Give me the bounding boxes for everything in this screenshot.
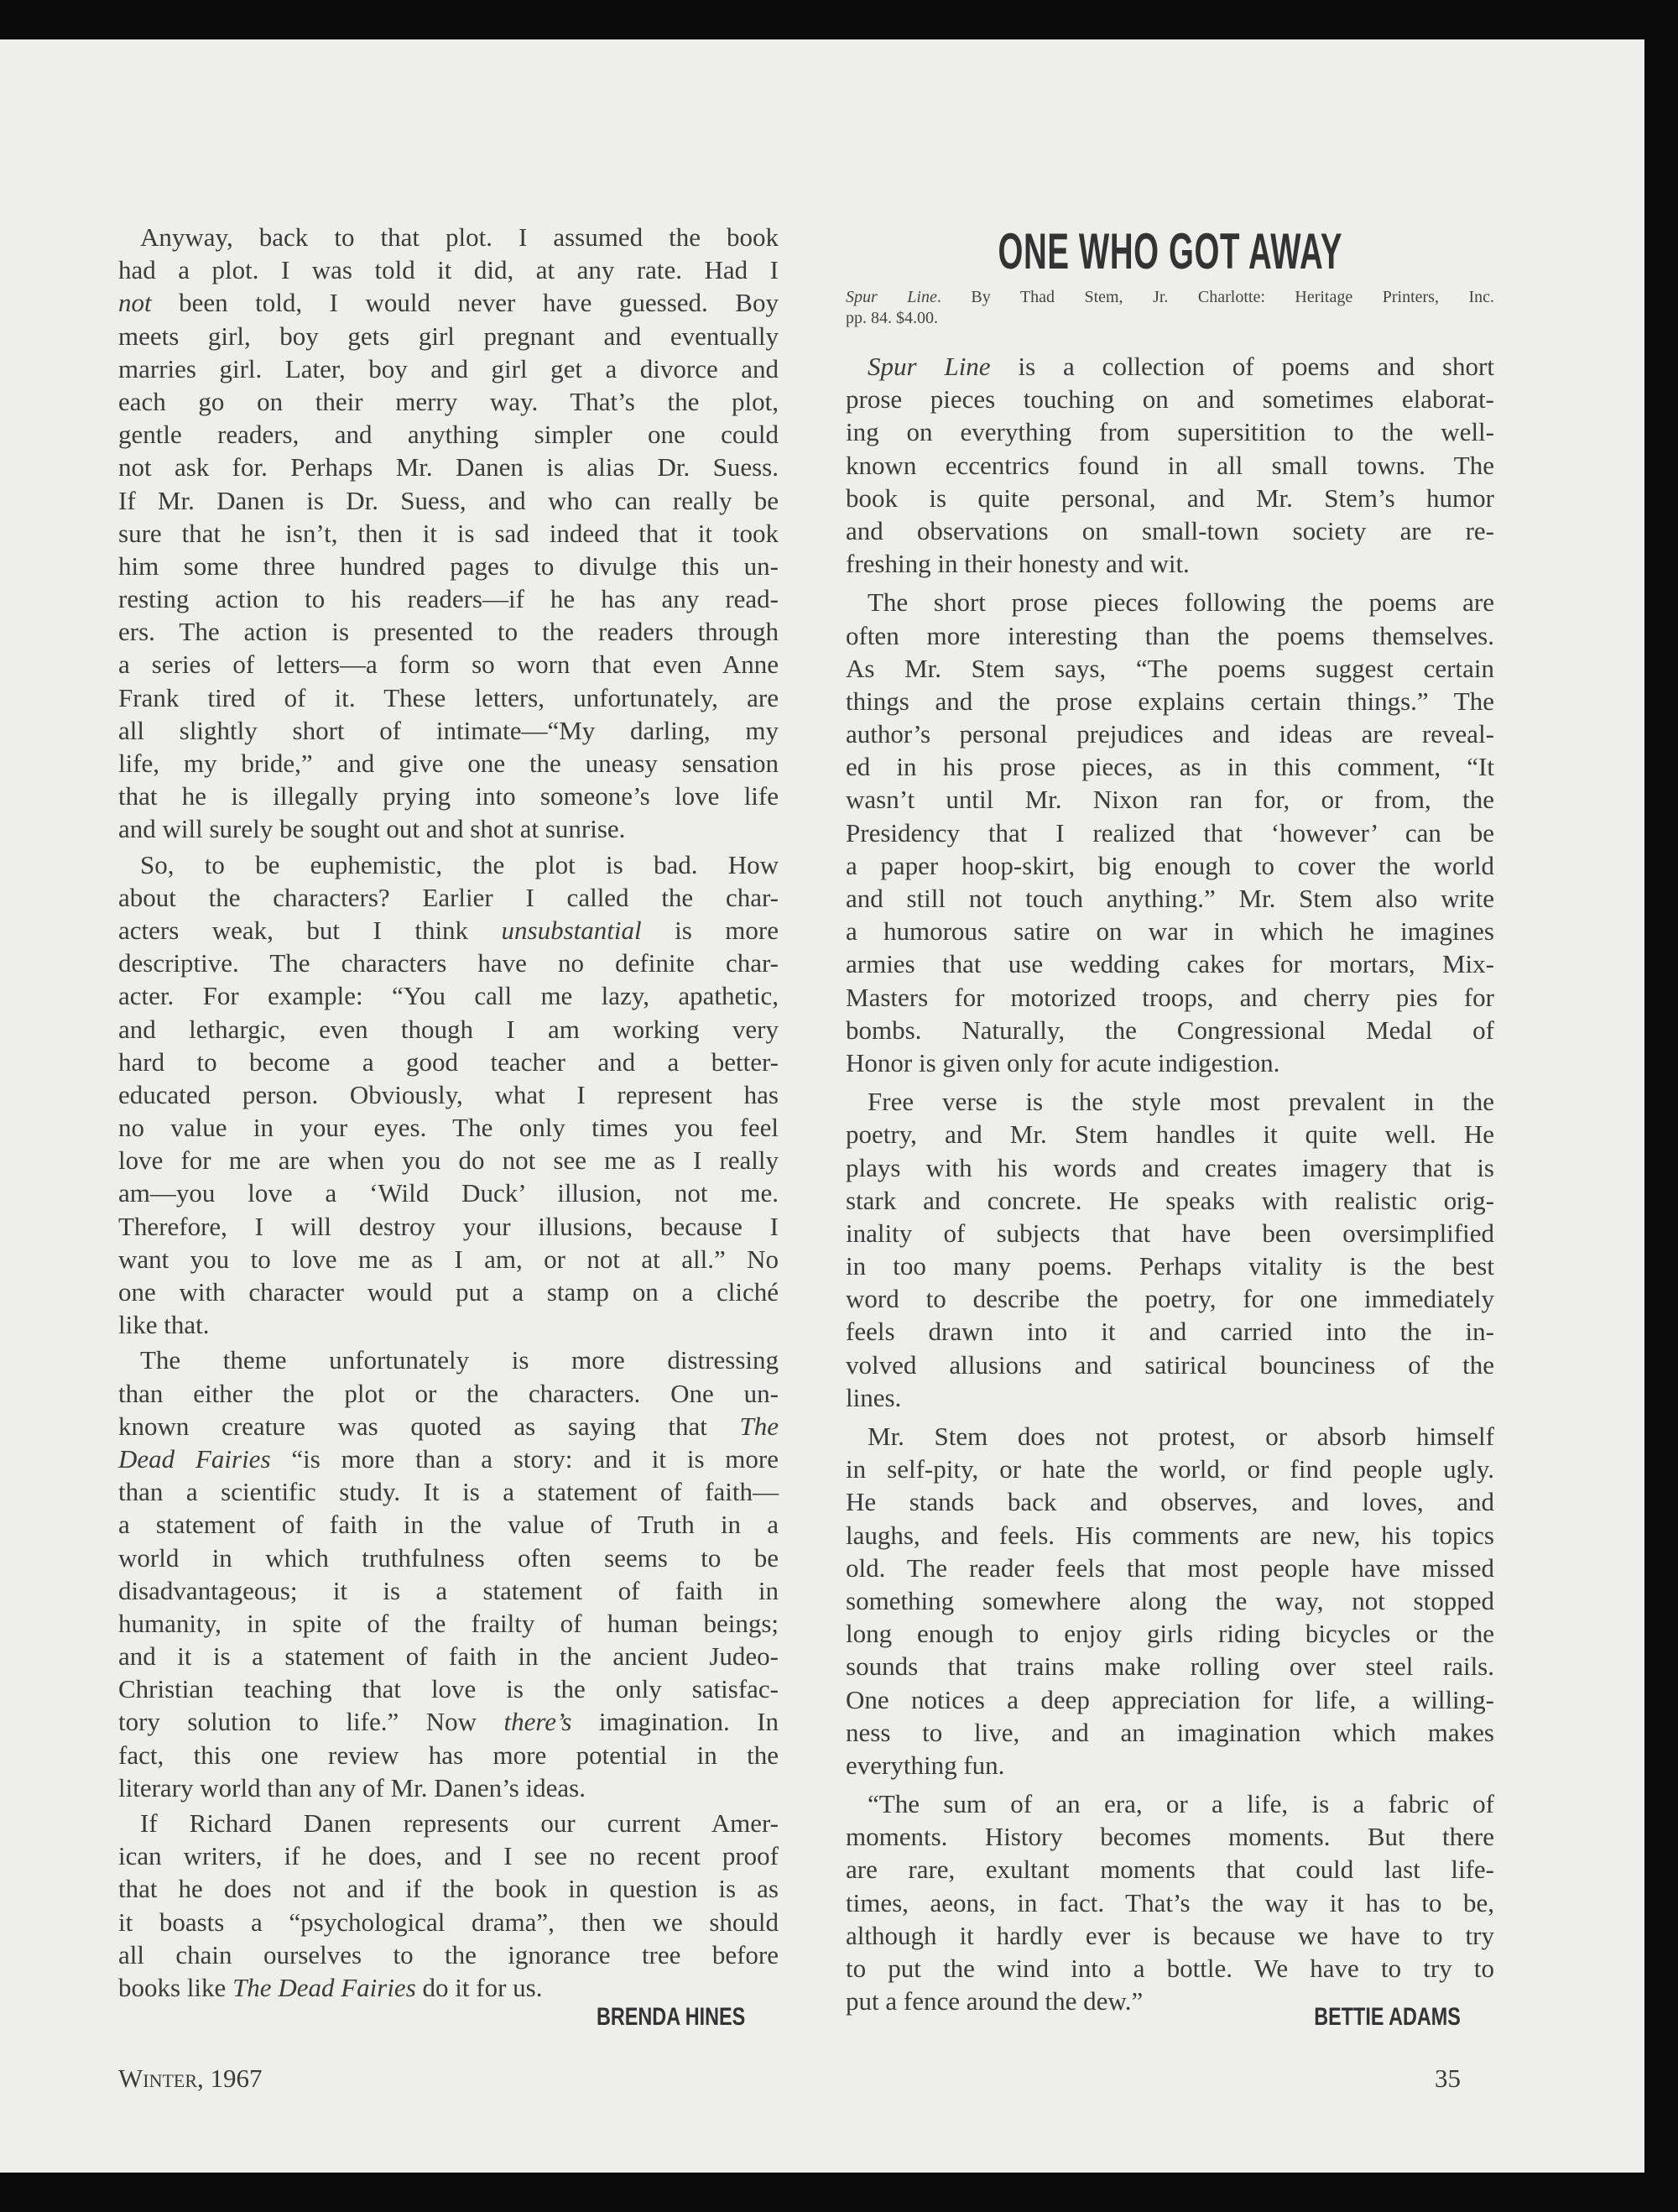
signature-text: BRENDA HINES	[596, 2003, 745, 2031]
text-line: about the characters? Earlier I called the char-	[118, 882, 779, 912]
text-line: although it hardly ever is because we have to try	[846, 1920, 1494, 1950]
paragraph	[846, 586, 1494, 1079]
text-line: laughs, and feels. His comments are new, his topics	[846, 1520, 1494, 1550]
text-line: He stands back and observes, and loves, and	[846, 1487, 1494, 1517]
text-line: descriptive. The characters have no definite char-	[118, 948, 779, 978]
text-line: known eccentrics found in all small towns. The	[846, 450, 1494, 480]
text-line: him some three hundred pages to divulge this un-	[118, 550, 779, 581]
text-line: book is quite personal, and Mr. Stem’s humor	[846, 483, 1494, 513]
paragraph	[118, 848, 779, 1342]
text-line: acter. For example: “You call me lazy, apathetic,	[118, 981, 779, 1011]
text-line: ing on everything from supersitition to the well-	[846, 417, 1494, 447]
paragraph	[846, 1420, 1494, 1782]
text-line: disadvantageous; it is a statement of faith in	[118, 1575, 779, 1605]
text-line: pp. 84. $4.00.	[846, 309, 938, 327]
text-line: volved allusions and satirical bounciness of the	[846, 1349, 1494, 1380]
paragraph	[118, 1807, 779, 2004]
text-line: each go on their merry way. That’s the plot,	[118, 386, 779, 416]
text-line: ers. The action is presented to the readers through	[118, 617, 779, 647]
text-line: everything fun.	[846, 1750, 1005, 1780]
text-line: no value in your eyes. The only times you feel	[118, 1113, 779, 1143]
text-line: Mr. Stem does not protest, or absorb himself	[868, 1422, 1494, 1451]
text-line: armies that use wedding cakes for mortars, Mix-	[846, 949, 1494, 979]
text-line: acters weak, but I think unsubstantial is more	[118, 915, 779, 945]
italic-title: unsubstantial	[501, 915, 642, 945]
signature-bettie-adams	[1273, 2003, 1461, 2032]
page-number: 35	[1435, 2063, 1461, 2093]
italic-title: there’s	[503, 1707, 572, 1737]
text-line: not ask for. Perhaps Mr. Danen is alias Dr. Suess.	[118, 452, 779, 483]
text-line: Dead Fairies “is more than a story: and it is more	[118, 1443, 779, 1474]
text-line: moments. History becomes moments. But there	[846, 1822, 1494, 1852]
text-line: a humorous satire on war in which he imagines	[846, 916, 1494, 947]
text-line: ican writers, if he does, and I see no recent proof	[118, 1841, 779, 1871]
italic-title: The Dead Fairies	[232, 1972, 416, 2002]
text-line: and still not touch anything.” Mr. Stem also write	[846, 884, 1494, 913]
text-line: something somewhere along the way, not stopped	[846, 1585, 1494, 1615]
text-line: prose pieces touching on and sometimes elaborat-	[846, 384, 1494, 415]
text-line: put a fence around the dew.”	[846, 1986, 1144, 2016]
text-line: books like The Dead Fairies do it for us.	[118, 1972, 543, 2002]
text-line: than either the plot or the characters. One un-	[118, 1378, 779, 1408]
text-line: feels drawn into it and carried into the in-	[846, 1317, 1494, 1347]
text-line: in too many poems. Perhaps vitality is the best	[846, 1251, 1494, 1281]
text-line: bombs. Naturally, the Congressional Medal of	[846, 1015, 1494, 1045]
text-line: freshing in their honesty and wit.	[846, 549, 1190, 579]
text-line: One notices a deep appreciation for life, a willing-	[846, 1684, 1494, 1714]
text-line: things and the prose explains certain things.” The	[846, 686, 1494, 716]
text-line: Christian teaching that love is the only satisfac-	[118, 1674, 779, 1704]
article-title-text: ONE WHO GOT AWAY	[998, 223, 1342, 279]
text-line: old. The reader feels that most people have missed	[846, 1552, 1494, 1583]
text-line: literary world than any of Mr. Danen’s ideas.	[118, 1772, 586, 1802]
paragraph	[118, 1343, 779, 1804]
text-line: life, my bride,” and give one the uneasy sensation	[118, 749, 779, 778]
text-line: am—you love a ‘Wild Duck’ illusion, not me.	[118, 1178, 779, 1208]
text-line: one with character would put a stamp on a cliché	[118, 1277, 779, 1307]
text-line: educated person. Obviously, what I represent has	[118, 1079, 779, 1109]
text-line: tory solution to life.” Now there’s imagination. In	[118, 1707, 779, 1737]
text-line: Honor is given only for acute indigestion.	[846, 1047, 1280, 1077]
italic-title: Dead Fairies	[118, 1443, 271, 1474]
text-line: times, aeons, in fact. That’s the way it has to be,	[846, 1887, 1494, 1917]
text-line: ness to live, and an imagination which makes	[846, 1717, 1494, 1747]
text-line: world in which truthfulness often seems to be	[118, 1542, 779, 1573]
paragraph	[846, 1085, 1494, 1414]
text-line: known creature was quoted as saying that The	[118, 1411, 779, 1441]
text-line: not been told, I would never have guessed. Boy	[118, 288, 779, 318]
text-line: gentle readers, and anything simpler one could	[118, 420, 779, 450]
text-line: poetry, and Mr. Stem handles it quite well. He	[846, 1119, 1494, 1150]
text-line: Masters for motorized troops, and cherry pies for	[846, 982, 1494, 1012]
text-line: lines.	[846, 1382, 902, 1412]
paragraph	[846, 1787, 1494, 2017]
text-line: are rare, exultant moments that could last life-	[846, 1855, 1494, 1885]
text-line: and will surely be sought out and shot at sunrise.	[118, 814, 626, 844]
text-line: The short prose pieces following the poems are	[868, 587, 1494, 618]
text-line: a statement of faith in the value of Truth in a	[118, 1510, 779, 1540]
text-line: stark and concrete. He speaks with realistic orig-	[846, 1185, 1494, 1215]
italic-title: not	[118, 288, 152, 318]
paragraph	[118, 221, 779, 846]
text-line: hard to become a good teacher and a better-	[118, 1046, 779, 1077]
text-line: all slightly short of intimate—“My darling, my	[118, 715, 779, 745]
left-column	[118, 221, 779, 2004]
text-line: As Mr. Stem says, “The poems suggest certain	[846, 653, 1494, 683]
right-column	[846, 350, 1494, 2017]
text-line: So, to be euphemistic, the plot is bad. How	[140, 849, 779, 879]
text-line: to put the wind into a bottle. We have to try to	[846, 1954, 1494, 1983]
text-line: that he is illegally prying into someone’s love life	[118, 781, 779, 811]
text-line: long enough to enjoy girls riding bicycles or the	[846, 1619, 1494, 1649]
text-line: If Richard Danen represents our current Amer-	[140, 1808, 779, 1838]
signature-brenda-hines	[555, 2003, 745, 2032]
magazine-page	[0, 39, 1644, 2173]
text-line: humanity, in spite of the frailty of human beings;	[118, 1608, 779, 1638]
text-line: resting action to his readers—if he has any read-	[118, 584, 779, 614]
text-line: marries girl. Later, boy and girl get a divorce and	[118, 353, 779, 383]
article-title	[846, 222, 1494, 281]
text-line: Frank tired of it. These letters, unfortunately, are	[118, 682, 779, 712]
text-line: inality of subjects that have been oversimplified	[846, 1218, 1494, 1248]
text-line: a series of letters—a form so worn that even Anne	[118, 650, 779, 680]
text-line: Presidency that I realized that ‘however’ can be	[846, 817, 1494, 848]
text-line: and lethargic, even though I am working very	[118, 1014, 779, 1044]
text-line: The theme unfortunately is more distressing	[140, 1345, 779, 1375]
text-line: Anyway, back to that plot. I assumed the book	[140, 222, 779, 252]
text-line: in self-pity, or hate the world, or find people ugly.	[846, 1454, 1494, 1484]
text-line: like that.	[118, 1310, 210, 1340]
text-line: it boasts a “psychological drama”, then we should	[118, 1907, 779, 1937]
text-line: ed in his prose pieces, as in this comment, “It	[846, 752, 1494, 782]
italic-title: Spur Line	[868, 352, 991, 381]
text-line: word to describe the poetry, for one immediately	[846, 1284, 1494, 1314]
text-line: wasn’t until Mr. Nixon ran for, or from, the	[846, 785, 1494, 815]
text-line: “The sum of an era, or a life, is a fabric of	[868, 1789, 1494, 1819]
text-line: and observations on small-town society are re-	[846, 515, 1494, 545]
text-line: plays with his words and creates imagery that is	[846, 1152, 1494, 1182]
text-line: Spur Line is a collection of poems and short	[868, 352, 1494, 381]
signature-text: BETTIE ADAMS	[1314, 2003, 1461, 2031]
book-citation	[846, 287, 1494, 329]
italic-title: Spur Line	[846, 288, 937, 306]
footer-issue: Winter, 1967	[118, 2063, 263, 2093]
text-line: Spur Line. By Thad Stem, Jr. Charlotte: Heritage Printers, Inc.	[846, 288, 1495, 306]
text-line: Therefore, I will destroy your illusions, because I	[118, 1211, 779, 1241]
text-line: meets girl, boy gets girl pregnant and eventually	[118, 321, 779, 351]
text-line: a paper hoop-skirt, big enough to cover the world	[846, 850, 1494, 880]
text-line: want you to love me as I am, or not at all.” No	[118, 1244, 779, 1274]
text-line: If Mr. Danen is Dr. Suess, and who can really be	[118, 485, 779, 515]
italic-title: The	[739, 1411, 779, 1441]
text-line: than a scientific study. It is a statement of faith—	[118, 1477, 779, 1507]
text-line: sure that he isn’t, then it is sad indeed that it took	[118, 518, 779, 548]
text-line: sounds that trains make rolling over steel rails.	[846, 1651, 1494, 1682]
paragraph	[846, 350, 1494, 580]
text-line: love for me are when you do not see me as I really	[118, 1145, 779, 1176]
text-line: all chain ourselves to the ignorance tree before	[118, 1939, 779, 1969]
text-line: often more interesting than the poems themselves.	[846, 620, 1494, 650]
text-line: author’s personal prejudices and ideas are reveal-	[846, 719, 1494, 749]
text-line: Free verse is the style most prevalent in the	[868, 1087, 1494, 1117]
text-line: that he does not and if the book in question is as	[118, 1874, 779, 1904]
text-line: and it is a statement of faith in the ancient Judeo-	[118, 1641, 779, 1672]
text-line: fact, this one review has more potential in the	[118, 1740, 779, 1770]
text-line: had a plot. I was told it did, at any rate. Had I	[118, 255, 779, 285]
